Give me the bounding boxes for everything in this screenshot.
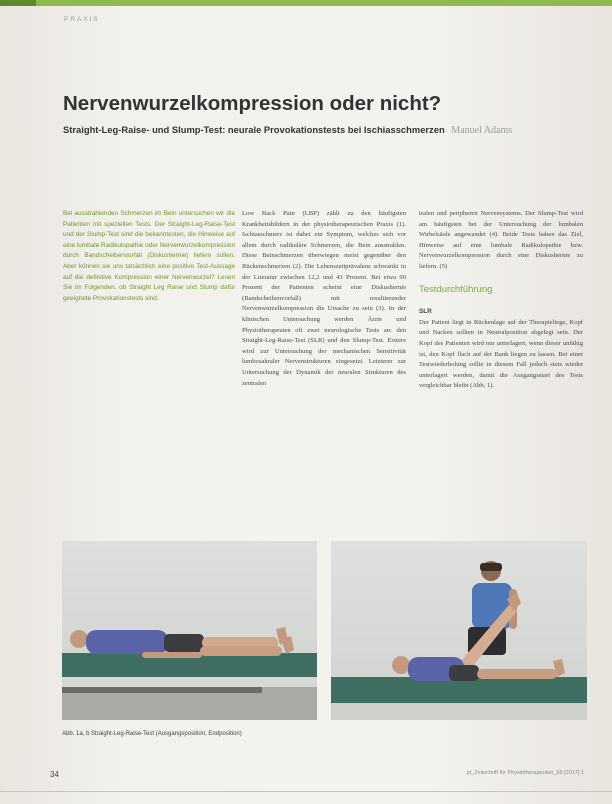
figure-caption: Abb. 1a, b Straight-Leg-Raise-Test (Ausgangsposition, Endposition): [62, 731, 242, 737]
author-name: Manuel Adams: [451, 125, 513, 136]
body-column-2: [242, 209, 406, 389]
photo-end-position: [331, 541, 587, 720]
section-heading: Testdurchführung: [419, 283, 493, 295]
section-label: PRAXIS: [64, 16, 100, 23]
body-column-3: [419, 209, 583, 392]
photo-start-position: [62, 541, 317, 720]
page-number: 34: [50, 770, 59, 779]
body-text-col3: tralen und peripheren Nervensystems. Der Slump-Test wird am häufigsten bei der Untersuchung der lumbalen Wirbelsäule angewandet (4). Beide Tests haben das Ziel, Hinweise auf eine lumbale Radikulopathie bzw. Nervenwurzelkompression durch eine Diskushernie zu liefern. (5): [419, 210, 583, 270]
body-text-col3-part2: Der Patient liegt in Rückenlage auf der Therapieliege, Kopf und Nacken sollten in Neutralposition abgelegt sein. Der Kopf des Patienten wird nur unterlagert, wenn dieser unfähig ist, den Kopf flach auf der Bank liegen zu lassen. Bei einer Testwiederholung sollte in diesem Fall jedoch stets wieder unterlagert werden, damit die Ausgangsstart des Tests vergleichbar bleibt (Abb. 1).: [419, 318, 583, 390]
journal-footer: pt_Zeitschrift für Physiotherapeuten_69 [2017] 1: [466, 770, 584, 776]
top-accent-tab: [0, 0, 36, 6]
body-text-col2: Low Back Pain (LBP) zählt zu den häufigsten Krankheitsbildern in der physiotherapeutischen Praxis (1). Ischiasschmerz ist dabei ein Symptom, welches sich vor allem durch radikuläre Schmerzen, die Bein ausstrahlen. Diese Beinschmerzen überwiegen meist gegenüber den Rückenschmerzen (2). Die Lebenszeitprävalenz schwankt in der Literatur zwischen 12,2 und 43 Prozent. Bei etwa 90 Prozent der Patienten scheint eine Diskushernie (Bandscheibenvorfall) mit resultierender Nervenwurzelkompression die Ursache zu sein (3). In der klinischen Untersuchung werden Ärzte und Physiotherapeuten oft zwei neurologische Tests an: den Straight-Leg-Raise-Test (SLR) und den Slump-Test. Erstere wird zur Untersuchung der mechanischen Sensitivität lumbosakraler Nervenstrukturen eingesetzt. Letzterer zur Untersuchung der Dynamik der neuralen Strukturen des zentralen: [242, 210, 406, 387]
article-title: Nervenwurzelkompression oder nicht?: [63, 92, 442, 115]
article-subtitle: [63, 124, 512, 136]
bottom-divider: [0, 791, 612, 792]
subtitle-text: Straight-Leg-Raise- und Slump-Test: neurale Provokationstests bei Ischiasschmerzen: [63, 124, 445, 135]
sub-label-slr: SLR: [419, 308, 432, 316]
top-accent-bar: [0, 0, 612, 6]
lead-paragraph: Bei ausstrahlenden Schmerzen im Bein untersuchen wir die Patienten mit speziellen Tests. Der Straight-Leg-Raise-Test und der Slump-Test sind die bekanntesten, die Hinweise auf eine lumbale Radikulopathie oder Nervenwurzelkompression durch Bandscheibenvorfall (Diskushernie) liefern sollen. Aber können sie uns tatsächlich eine positive Test-Aussage auf die definitive Kompression einer Nervenwurzel? Lesen Sie im Folgenden, ob Straight Leg Raise und Slump dafür geeignete Provokationstests sind.: [63, 210, 235, 302]
